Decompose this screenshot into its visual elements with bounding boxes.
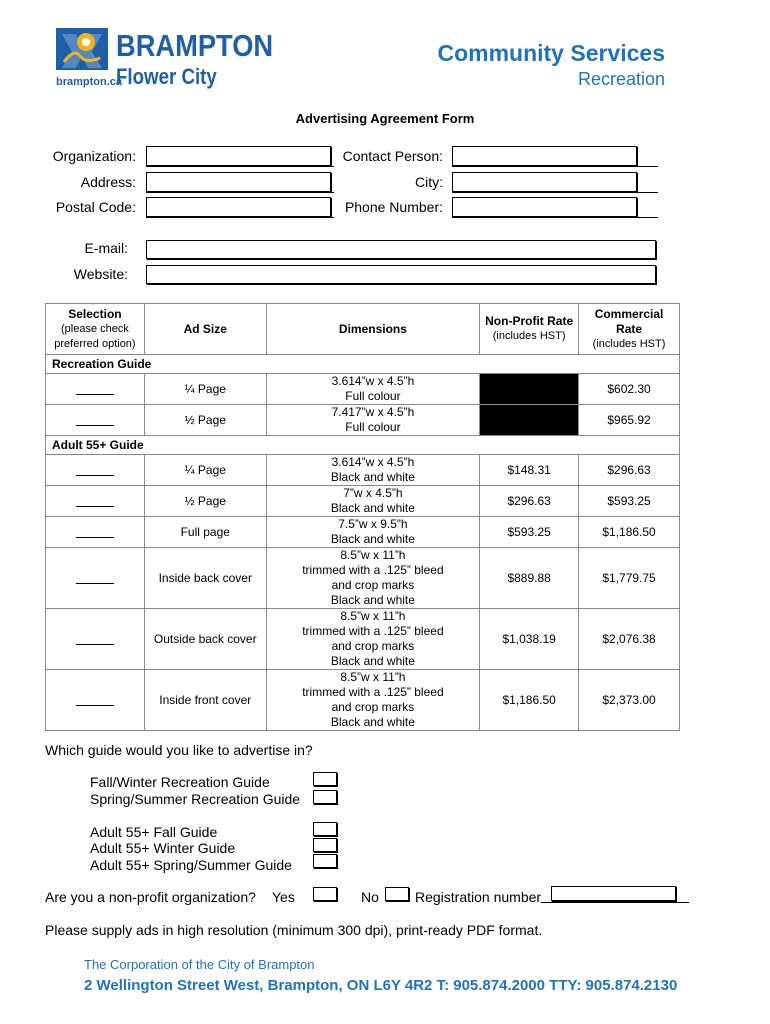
- dimensions-cell: [266, 670, 480, 731]
- website-field[interactable]: [146, 265, 656, 284]
- ad-size-cell: ¼ Page: [144, 374, 266, 405]
- fall-winter-checkbox[interactable]: [313, 772, 337, 786]
- table-row: [46, 609, 680, 670]
- dimension-line: 3.614”w x 4.5”h: [331, 374, 415, 388]
- dimension-line: 8.5”w x 11”h: [340, 670, 406, 684]
- website-label: Website:: [73, 266, 128, 282]
- dimensions-header: Dimensions: [266, 304, 480, 355]
- registration-field[interactable]: [551, 886, 676, 901]
- city-field[interactable]: [452, 172, 637, 192]
- nonprofit-cell: $889.88: [480, 548, 579, 609]
- brampton-logo: [54, 26, 274, 96]
- hst-note: (includes HST): [592, 337, 666, 350]
- ad-size-cell: ¼ Page: [144, 455, 266, 486]
- underline: [146, 166, 334, 167]
- city-label: City:: [415, 174, 443, 190]
- dimension-line: trimmed with a .125” bleed: [302, 685, 444, 699]
- table-row: [46, 517, 680, 548]
- dimension-line: and crop marks: [331, 578, 415, 592]
- selection-line[interactable]: [76, 644, 114, 645]
- dimension-line: 8.5”w x 11”h: [340, 548, 406, 562]
- underline: [452, 166, 658, 167]
- dimension-line: Black and white: [330, 715, 415, 729]
- selection-header: [46, 304, 145, 355]
- commercial-cell: $296.63: [579, 455, 680, 486]
- dimension-line: 7.417”w x 4.5”h: [331, 405, 415, 419]
- commercial-cell: $602.30: [579, 374, 680, 405]
- division-title: Recreation: [577, 69, 665, 89]
- nonprofit-cell: $1,038.19: [480, 609, 579, 670]
- selection-cell[interactable]: [46, 670, 145, 731]
- fall-winter-label: Fall/Winter Recreation Guide: [90, 774, 270, 790]
- underline: [452, 192, 658, 193]
- selection-line[interactable]: [76, 583, 114, 584]
- table-row: [46, 548, 680, 609]
- selection-line[interactable]: [76, 394, 114, 395]
- selection-cell[interactable]: [46, 517, 145, 548]
- dimension-line: 8.5”w x 11”h: [340, 609, 406, 623]
- yes-checkbox[interactable]: [313, 887, 337, 901]
- commercial-cell: $593.25: [579, 486, 680, 517]
- adult-fall-checkbox[interactable]: [313, 822, 337, 836]
- table-row: [46, 405, 680, 436]
- registration-label: Registration number: [415, 889, 542, 905]
- flower-logo-icon: [56, 28, 108, 78]
- selection-cell[interactable]: [46, 486, 145, 517]
- table-row: [46, 670, 680, 731]
- contact-person-label: Contact Person:: [342, 148, 443, 164]
- adult-spring-label: Adult 55+ Spring/Summer Guide: [90, 857, 292, 873]
- section-row: [46, 436, 680, 455]
- ad-size-cell: Inside back cover: [144, 548, 266, 609]
- dimension-line: trimmed with a .125” bleed: [302, 624, 444, 638]
- organization-label: Organization:: [52, 148, 136, 164]
- dimensions-cell: [266, 548, 480, 609]
- table-row: [46, 374, 680, 405]
- dimensions-cell: [266, 405, 480, 436]
- form-title: Advertising Agreement Form: [295, 111, 475, 126]
- spring-summer-label: Spring/Summer Recreation Guide: [90, 791, 301, 807]
- dimension-line: Full colour: [345, 420, 401, 434]
- nonprofit-question: Are you a non-profit organization?: [45, 889, 256, 905]
- contact-person-field[interactable]: [452, 146, 637, 166]
- adult-spring-checkbox[interactable]: [313, 854, 337, 868]
- dimensions-cell: [266, 374, 480, 405]
- dimension-line: 3.614”w x 4.5”h: [331, 455, 415, 469]
- table-header-row: [46, 304, 680, 355]
- underline: [146, 217, 334, 218]
- email-field[interactable]: [146, 240, 656, 259]
- email-label: E-mail:: [84, 240, 128, 256]
- commercial-cell: $1,186.50: [579, 517, 680, 548]
- hst-note: (includes HST): [492, 330, 566, 342]
- selection-line[interactable]: [76, 475, 114, 476]
- commercial-header: [579, 304, 680, 355]
- dimension-line: and crop marks: [331, 700, 415, 714]
- underline: [541, 902, 689, 903]
- selection-cell[interactable]: [46, 374, 145, 405]
- adult-winter-label: Adult 55+ Winter Guide: [90, 840, 236, 856]
- dimension-line: Black and white: [330, 654, 415, 668]
- ad-size-cell: Inside front cover: [144, 670, 266, 731]
- table-row: [46, 486, 680, 517]
- department-title: Community Services: [437, 40, 665, 66]
- footer-address: 2 Wellington Street West, Brampton, ON L6Y 4R2 T: 905.874.2000 TTY: 905.874.2130: [84, 977, 678, 994]
- brand-url: brampton.ca: [56, 76, 123, 88]
- dimension-line: Black and white: [330, 501, 415, 515]
- nonprofit-cell: $593.25: [480, 517, 579, 548]
- dimensions-cell: [266, 455, 480, 486]
- dimension-line: and crop marks: [331, 639, 415, 653]
- commercial-cell: $2,076.38: [579, 609, 680, 670]
- ad-size-cell: Outside back cover: [144, 609, 266, 670]
- dimension-line: trimmed with a .125” bleed: [302, 563, 444, 577]
- section-title: Adult 55+ Guide: [46, 436, 680, 455]
- footer-corporation: The Corporation of the City of Brampton: [84, 957, 315, 972]
- selection-line[interactable]: [76, 506, 114, 507]
- ad-size-cell: ½ Page: [144, 486, 266, 517]
- dimensions-cell: [266, 609, 480, 670]
- selection-header-note: (please check preferred option): [54, 322, 136, 350]
- rates-table: [45, 303, 680, 731]
- commercial-header-label: Commercial Rate: [594, 306, 664, 336]
- department-heading: [437, 40, 665, 90]
- underline: [146, 192, 334, 193]
- adult-winter-checkbox[interactable]: [313, 838, 337, 852]
- selection-cell[interactable]: [46, 548, 145, 609]
- selection-header-label: Selection: [68, 306, 122, 321]
- phone-number-field[interactable]: [452, 197, 637, 217]
- dimension-line: Black and white: [330, 470, 415, 484]
- ad-size-cell: Full page: [144, 517, 266, 548]
- format-note: Please supply ads in high resolution (minimum 300 dpi), print-ready PDF format.: [45, 922, 543, 938]
- selection-cell[interactable]: [46, 405, 145, 436]
- brand-tagline: Flower City: [116, 64, 217, 89]
- commercial-cell: $1,779.75: [579, 548, 680, 609]
- commercial-cell: $2,373.00: [579, 670, 680, 731]
- phone-number-label: Phone Number:: [344, 199, 443, 215]
- nonprofit-cell: $1,186.50: [480, 670, 579, 731]
- ad-size-cell: ½ Page: [144, 405, 266, 436]
- no-label: No: [361, 889, 379, 905]
- spring-summer-checkbox[interactable]: [313, 790, 337, 804]
- nonprofit-cell: [480, 374, 579, 405]
- brand-name: BRAMPTON: [116, 28, 274, 63]
- dimension-line: Full colour: [345, 389, 401, 403]
- nonprofit-header-label: Non-Profit Rate: [485, 314, 574, 328]
- selection-line[interactable]: [76, 537, 114, 538]
- selection-line[interactable]: [76, 425, 114, 426]
- nonprofit-cell: $148.31: [480, 455, 579, 486]
- no-checkbox[interactable]: [385, 887, 409, 901]
- selection-line[interactable]: [76, 705, 114, 706]
- dimension-line: Black and white: [330, 532, 415, 546]
- guide-question: Which guide would you like to advertise in?: [45, 742, 313, 758]
- yes-label: Yes: [272, 889, 295, 905]
- dimension-line: 7”w x 4.5”h: [343, 486, 403, 500]
- adult-fall-label: Adult 55+ Fall Guide: [90, 824, 218, 840]
- postal-code-label: Postal Code:: [55, 199, 136, 215]
- ad-size-header: Ad Size: [144, 304, 266, 355]
- section-row: [46, 355, 680, 374]
- nonprofit-cell: $296.63: [480, 486, 579, 517]
- nonprofit-cell: [480, 405, 579, 436]
- table-row: [46, 455, 680, 486]
- underline: [452, 217, 658, 218]
- dimension-line: 7.5”w x 9.5”h: [338, 517, 408, 531]
- address-label: Address:: [80, 174, 136, 190]
- dimension-line: Black and white: [330, 593, 415, 607]
- section-title: Recreation Guide: [46, 355, 680, 374]
- selection-cell[interactable]: [46, 455, 145, 486]
- dimensions-cell: [266, 517, 480, 548]
- commercial-cell: $965.92: [579, 405, 680, 436]
- nonprofit-header: [480, 304, 579, 355]
- dimensions-cell: [266, 486, 480, 517]
- selection-cell[interactable]: [46, 609, 145, 670]
